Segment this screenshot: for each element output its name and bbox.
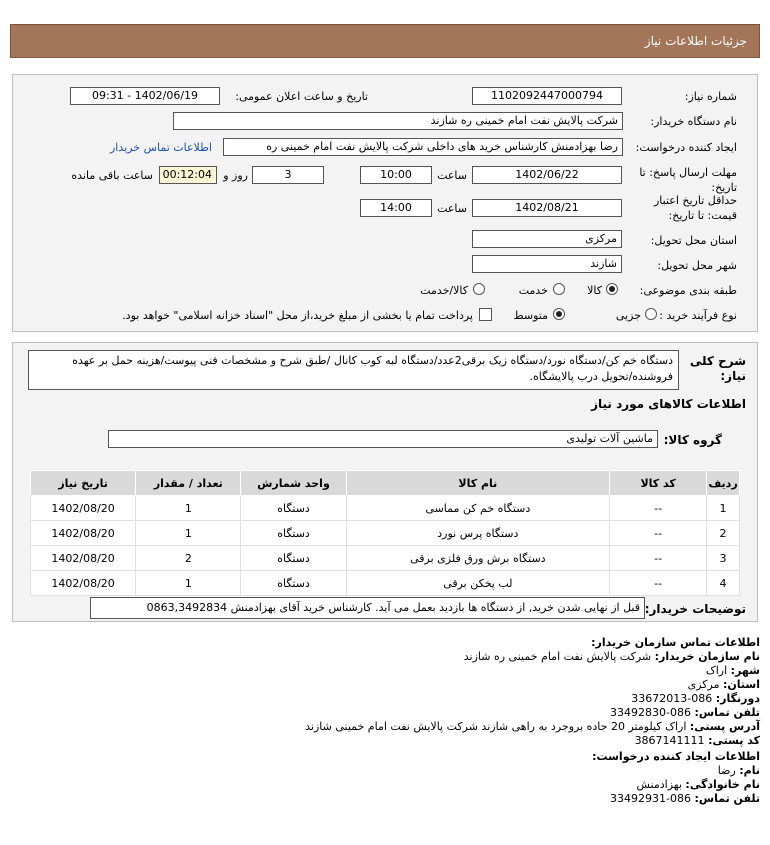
- cell-qty: 2: [136, 546, 241, 571]
- remaining-time-field: 00:12:04: [159, 166, 217, 184]
- cell-name: لب پخکن برقی: [346, 571, 609, 596]
- category-service-radio[interactable]: [553, 283, 565, 295]
- treasury-checkbox[interactable]: [479, 308, 492, 321]
- table-row: [31, 496, 740, 521]
- category-goods-label: کالا: [587, 284, 602, 297]
- need-number-label: شماره نیاز:: [684, 90, 737, 103]
- validity-time-field: 14:00: [360, 199, 432, 217]
- cell-qty: 1: [136, 496, 241, 521]
- cell-code: --: [610, 496, 707, 521]
- buyer-org-field: شرکت پالایش نفت امام خمینی ره شازند: [173, 112, 623, 130]
- treasury-note: پرداخت تمام یا بخشی از مبلغ خرید،از محل "اسناد خزانه اسلامی" خواهد بود.: [122, 309, 473, 322]
- goods-table: [30, 470, 740, 596]
- cell-qty: 1: [136, 571, 241, 596]
- validity-time-label: ساعت: [437, 202, 467, 215]
- creator-phone: تلفن تماس: 086-33492931: [610, 792, 760, 805]
- cell-code: --: [610, 521, 707, 546]
- validity-date-field: 1402/08/21: [472, 199, 622, 217]
- buyer-notes-label: توضیحات خریدار:: [644, 602, 746, 616]
- creator-name: نام: رضا: [717, 764, 760, 777]
- cell-name: دستگاه برش ورق فلزی برقی: [346, 546, 609, 571]
- deadline-label: مهلت ارسال پاسخ: تا تاریخ:: [639, 166, 737, 194]
- days-label: روز و: [223, 169, 248, 182]
- cell-code: --: [610, 571, 707, 596]
- deadline-time-field: 10:00: [360, 166, 432, 184]
- cell-name: دستگاه پرس نورد: [346, 521, 609, 546]
- province-label: استان محل تحویل:: [650, 234, 737, 247]
- table-header-row: [31, 471, 740, 496]
- process-medium-radio[interactable]: [553, 308, 565, 320]
- need-number-field: 1102092447000794: [472, 87, 622, 105]
- cell-unit: دستگاه: [241, 546, 346, 571]
- page-title: جزئیات اطلاعات نیاز: [644, 34, 747, 48]
- process-minor-label: جزیی: [615, 309, 641, 322]
- category-service-label: خدمت: [518, 284, 548, 297]
- buyer-contact-link[interactable]: اطلاعات تماس خریدار: [110, 141, 212, 154]
- category-label: طبقه بندی موضوعی:: [639, 284, 737, 297]
- contact-fax: دورنگار: 086-33672013: [631, 692, 760, 705]
- cell-row: 4: [707, 571, 740, 596]
- cell-date: 1402/08/20: [31, 546, 136, 571]
- cell-qty: 1: [136, 521, 241, 546]
- summary-label: شرح کلی نیاز:: [689, 354, 746, 383]
- days-field: 3: [252, 166, 324, 184]
- creator-label: ایجاد کننده درخواست:: [635, 141, 737, 154]
- cell-date: 1402/08/20: [31, 571, 136, 596]
- contact-title: اطلاعات تماس سازمان خریدار:: [591, 636, 760, 649]
- process-label: نوع فرآیند خرید :: [659, 309, 737, 322]
- process-minor-radio[interactable]: [645, 308, 657, 320]
- cell-date: 1402/08/20: [31, 521, 136, 546]
- table-row: [31, 546, 740, 571]
- cell-row: 3: [707, 546, 740, 571]
- province-field: مرکزی: [472, 230, 622, 248]
- col-name: نام کالا: [346, 471, 609, 496]
- contact-org: نام سازمان خریدار: شرکت پالایش نفت امام خمینی ره شازند: [463, 650, 760, 663]
- category-both-radio[interactable]: [473, 283, 485, 295]
- col-unit: واحد شمارش: [241, 471, 346, 496]
- page-header: [10, 24, 760, 58]
- col-qty: تعداد / مقدار: [136, 471, 241, 496]
- goods-info-title: اطلاعات کالاهای مورد نیاز: [591, 397, 746, 411]
- contact-address: آدرس پستی: اراک کیلومتر 20 جاده بروجرد به راهی شازند شرکت پالایش نفت امام خمینی شازند: [305, 720, 760, 733]
- cell-code: --: [610, 546, 707, 571]
- summary-box: دستگاه خم کن/دستگاه نورد/دستگاه زیک برقی2عدد/دستگاه لبه کوب کانال /طبق شرح و مشخصات فنی پیوست/هزینه حمل بر عهده فروشنده/تحویل درب پالایشگاه.: [28, 350, 679, 390]
- cell-row: 2: [707, 521, 740, 546]
- city-field: شازند: [472, 255, 622, 273]
- col-date: تاریخ نیاز: [31, 471, 136, 496]
- remaining-label: ساعت باقی مانده: [71, 169, 153, 182]
- city-label: شهر محل تحویل:: [657, 259, 737, 272]
- cell-date: 1402/08/20: [31, 496, 136, 521]
- cell-row: 1: [707, 496, 740, 521]
- validity-label: حداقل تاریخ اعتبار قیمت: تا تاریخ:: [653, 194, 737, 222]
- announce-label: تاریخ و ساعت اعلان عمومی:: [235, 90, 368, 103]
- cell-name: دستگاه خم کن مماسی: [346, 496, 609, 521]
- cell-unit: دستگاه: [241, 521, 346, 546]
- contact-city: شهر: اراک: [705, 664, 760, 677]
- category-goods-radio[interactable]: [606, 283, 618, 295]
- buyer-notes-field: قبل از نهایی شدن خرید, از دستگاه ها بازدید بعمل می آید. کارشناس خرید آقای بهزادمنش 0863,3492834: [90, 597, 645, 619]
- cell-unit: دستگاه: [241, 571, 346, 596]
- contact-phone: تلفن تماس: 086-33492830: [610, 706, 760, 719]
- buyer-org-label: نام دستگاه خریدار:: [650, 115, 737, 128]
- cell-unit: دستگاه: [241, 496, 346, 521]
- category-both-label: کالا/خدمت: [420, 284, 468, 297]
- process-medium-label: متوسط: [513, 309, 548, 322]
- deadline-time-label: ساعت: [437, 169, 467, 182]
- col-code: کد کالا: [610, 471, 707, 496]
- goods-group-label: گروه کالا:: [663, 433, 722, 447]
- deadline-date-field: 1402/06/22: [472, 166, 622, 184]
- creator-field: رضا بهزادمنش کارشناس خرید های داخلی شرکت پالایش نفت امام خمینی ره: [223, 138, 623, 156]
- creator-family: نام خانوادگی: بهزادمنش: [636, 778, 760, 791]
- contact-postal: کد پستی: 3867141111: [634, 734, 760, 747]
- announce-field: 1402/06/19 - 09:31: [70, 87, 220, 105]
- creator-info-title: اطلاعات ایجاد کننده درخواست:: [592, 750, 760, 763]
- table-row: [31, 521, 740, 546]
- goods-group-field: ماشین آلات تولیدی: [108, 430, 658, 448]
- contact-province: استان: مرکزی: [687, 678, 760, 691]
- table-row: [31, 571, 740, 596]
- col-row: ردیف: [707, 471, 740, 496]
